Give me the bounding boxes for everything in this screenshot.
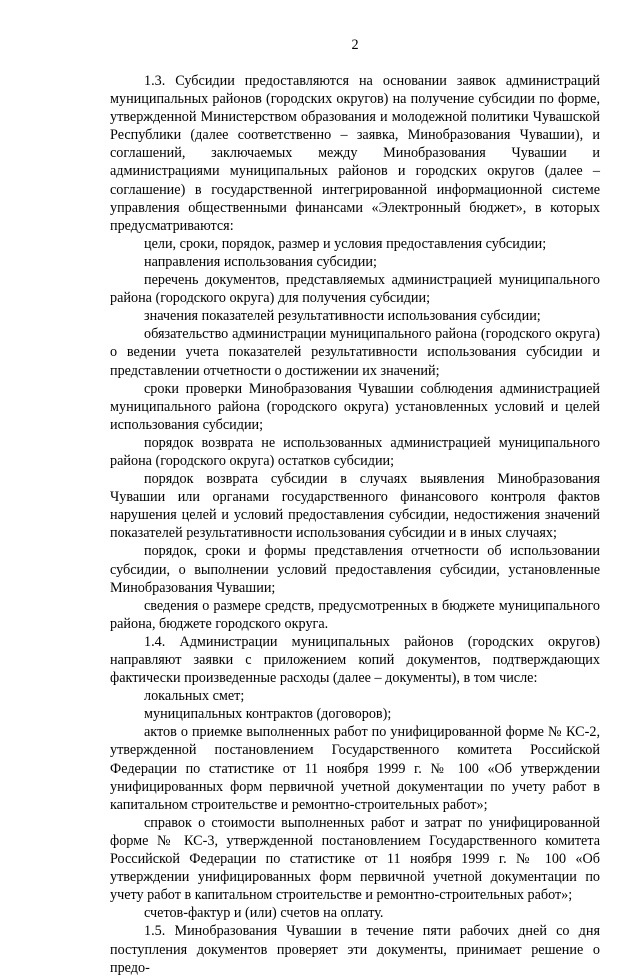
paragraph: обязательство администрации муниципального района (городского округа) о ведении учета показателей результативности использования субсидии и представлении отчетности о достижении их значений; [110,326,600,379]
paragraph: сведения о размере средств, предусмотренных в бюджете муниципального района, бюджете городского округа. [110,597,600,632]
paragraph: 1.4. Администрации муниципальных районов (городских округов) направляют заявки с приложением копий документов, подтверждающих фактически произведенные расходы (далее – документы), в том числе: [110,633,600,687]
paragraph: направления использования субсидии; [144,253,377,270]
paragraph: муниципальных контрактов (договоров); [144,706,392,723]
paragraph: перечень документов, представляемых администрацией муниципального района (городского округа) для получения субсидии; [110,272,600,307]
paragraph: справок о стоимости выполненных работ и затрат по унифицированной форме № КС-3, утвержденной постановлением Государственного комитета Российской Федерации по статистике от 11 ноября 1999 г. № 100 «Об утверждении унифицированных форм первичной учетной документации по учету работ в капитальном строительстве и ремонтно-строительных работ»; [110,814,600,904]
paragraph: 1.3. Субсидии предоставляются на основании заявок администраций муниципальных районов (городских округов) на получение субсидии по форме, утвержденной Министерством образования и молодежной политики Чувашской Республики (далее соответственно – заявка, Минобразования Чувашии), и соглашений, заключаемых между Минобразования Чувашии и администрациями муниципальных районов и городских округов (далее – соглашение) в государственной интегрированной информационной системе управления общественными финансами «Электронный бюджет», в которых предусматриваются: [110,73,600,234]
paragraph: локальных смет; [144,688,245,705]
paragraph: сроки проверки Минобразования Чувашии соблюдения администрацией муниципального района (городского округа) установленных условий и целей использования субсидии; [110,380,600,433]
paragraph: счетов-фактур и (или) счетов на оплату. [144,905,384,922]
paragraph: порядок возврата не использованных администрацией муниципального района (городского округа) остатков субсидии; [110,434,600,469]
page-number: 2 [351,37,359,53]
paragraph: значения показателей результативности использования субсидии; [144,308,541,325]
paragraph: цели, сроки, порядок, размер и условия предоставления субсидии; [144,235,547,252]
document-body [110,72,600,977]
paragraph: актов о приемке выполненных работ по унифицированной форме № КС-2, утвержденной постановлением Государственного комитета Российской Федерации по статистике от 11 ноября 1999 г. № 100 «Об утверждении унифицированных форм первичной учетной документации по учету работ в капитальном строительстве и ремонтно-строительных работ»; [110,724,600,813]
paragraph: порядок, сроки и формы представления отчетности об использовании субсидии, о выполнении условий предоставления субсидии, установленные Минобразования Чувашии; [110,543,600,596]
paragraph: 1.5. Минобразования Чувашии в течение пяти рабочих дней со дня поступления документов проверяет эти документы, принимает решение о предо- [110,923,600,976]
paragraph: порядок возврата субсидии в случаях выявления Минобразования Чувашии или органами государственного финансового контроля фактов нарушения целей и условий предоставления субсидии, недостижения значений показателей результативности использования субсидии и в иных случаях; [110,471,600,542]
